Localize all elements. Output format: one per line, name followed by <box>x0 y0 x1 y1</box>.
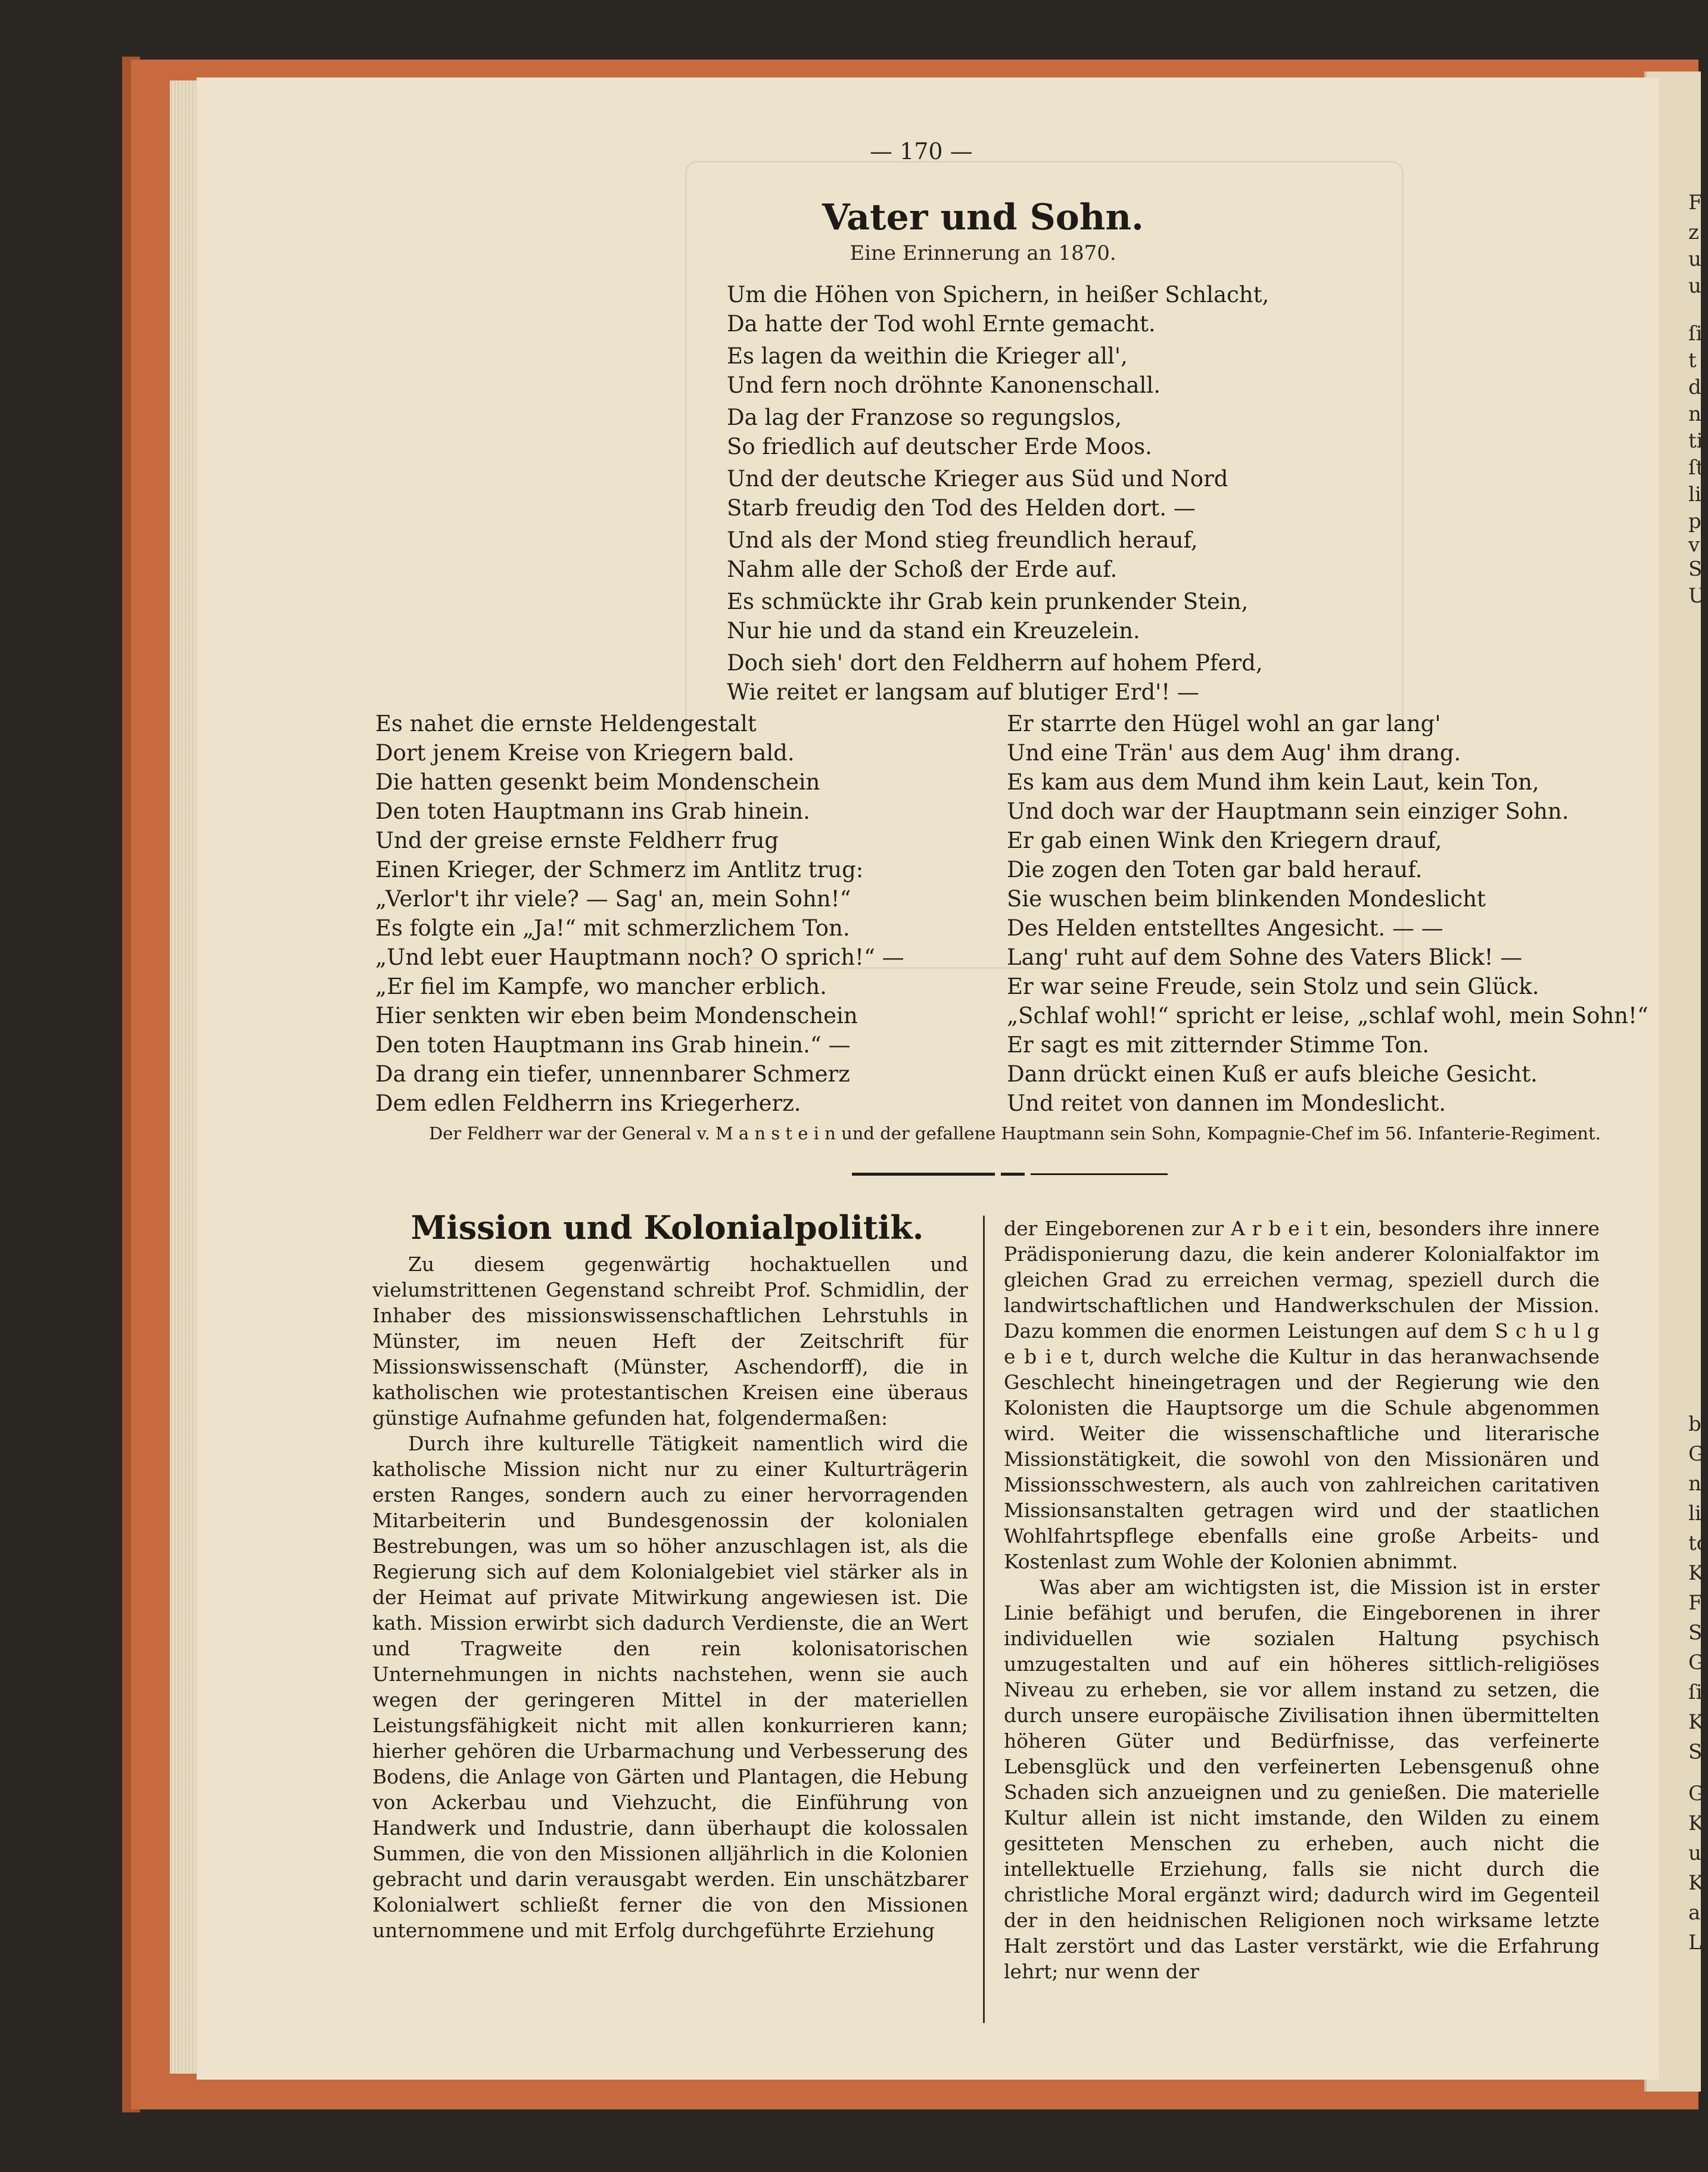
facing-page-fragment: G <box>1688 1782 1705 1806</box>
stanza: Da lag der Franzose so regungslos, So friedlich auf deutscher Erde Moos. <box>727 405 1152 459</box>
facing-page-fragment: d <box>1688 375 1701 399</box>
facing-page-fragment: t <box>1688 349 1697 372</box>
facing-page-fragment: ſi <box>1688 1680 1703 1704</box>
article-paragraph: Zu diesem gegenwärtig hochaktuellen und vielumstrittenen Gegenstand schreibt Prof. Schmidlin, der Inhaber des missionswissenschaftlichen Lehrstuhls in Münster, im neuen Heft der Zeitschrift für Missionswissenschaft (Münster, Aschendorff), die in katholischen wie protestantischen Kreisen eine überaus günstige Aufnahme gefunden hat, folgendermaßen: <box>372 1253 968 1430</box>
article-paragraph: Was aber am wichtigsten ist, die Mission ist in erster Linie befähigt und berufen, die Eingeborenen in ihrer individuellen wie sozialen Haltung psychisch umzugestalten und auf ein höheres sittlich-religiöses Niveau zu erheben, sie vor allem instand zu setzen, die durch unsere europäische Zivilisation ihnen übermittelten höheren Güter und Bedürfnisse, das verfeinerte Lebensglück und den verfeinerten Lebensgenuß ohne Schaden sich anzueignen und zu genießen. Die materielle Kultur allein ist nicht imstande, den Wilden zu einem gesitteten Menschen zu erheben, auch nicht die intellektuelle Erziehung, falls sie nicht durch die christliche Moral ergänzt wird; dadurch wird im Gegenteil der in den heidnischen Religionen noch wirksame letzte Halt zerstört und das Laster verstärkt, wie die Erfahrung lehrt; nur wenn der <box>1004 1576 1600 1983</box>
facing-page-fragment: b <box>1688 1412 1701 1436</box>
facing-page-fragment: K <box>1688 1561 1704 1585</box>
stanza: Und als der Mond stieg freundlich herauf, Nahm alle der Schoß der Erde auf. <box>727 527 1198 582</box>
facing-page-fragment: U <box>1688 584 1706 608</box>
facing-page-fragment: F <box>1688 191 1703 215</box>
poem-footnote: Der Feldherr war der General v. M a n s t e i n und der gefallene Hauptmann sein Sohn, Kompagnie-Chef im 56. Infanterie-Regiment. <box>429 1123 1601 1144</box>
stanza: „Und lebt euer Hauptmann noch? O sprich!“ — „Er fiel im Kampfe, wo mancher erblich. <box>375 944 904 999</box>
facing-page-fragment: tc <box>1688 1531 1708 1555</box>
stanza: Es lagen da weithin die Krieger all', Und fern noch dröhnte Kanonenschall. <box>727 343 1161 398</box>
facing-page-fragment: u <box>1688 1841 1701 1865</box>
facing-page-fragment: ſi <box>1688 322 1703 346</box>
facing-page-fragment: S <box>1688 1621 1703 1645</box>
facing-page-fragment: u <box>1688 274 1701 298</box>
facing-page-fragment: K <box>1688 1710 1704 1734</box>
poem-title: Vater und Sohn. <box>822 197 1144 238</box>
article-paragraph: der Eingeborenen zur A r b e i t ein, besonders ihre innere Prädisponierung dazu, die kein anderer Kolonialfaktor im gleichen Grad zu erreichen vermag, speziell durch die landwirtschaftlichen und Handwerkschulen der Mission. Dazu kommen die enormen Leistungen auf dem S c h u l g e b i e t, durch welche die Kultur in das heranwachsende Geschlecht hineingetragen und der Regierung wie den Kolonisten die Hauptsorge um die Schule abgenommen wird. Weiter die wissenschaftliche und literarische Missionstätigkeit, die sowohl von den Missionären und Missionsschwestern, als auch von zahlreichen caritativen Missionsanstalten getragen wird und der staatlichen Wohlfahrtspflege ebenfalls eine große Arbeits- und Kostenlast zum Wohle der Kolonien abnimmt. <box>1004 1217 1600 1573</box>
facing-page-fragment: a <box>1688 1901 1701 1925</box>
stanza: Es kam aus dem Mund ihm kein Laut, kein Ton, Und doch war der Hauptmann sein einziger Sohn. <box>1007 769 1569 824</box>
article-left-column <box>372 1251 968 1943</box>
facing-page-fragment: li <box>1688 1502 1701 1525</box>
stanza: Und der deutsche Krieger aus Süd und Nord Starb freudig den Tod des Helden dort. — <box>727 466 1228 521</box>
stanza: Da drang ein tiefer, unnennbarer Schmerz Dem edlen Feldherrn ins Kriegerherz. <box>375 1061 850 1116</box>
facing-page-fragment: K <box>1688 1811 1704 1835</box>
stanza: Sie wuschen beim blinkenden Mondeslicht Des Helden entstelltes Angesicht. — — <box>1007 886 1486 941</box>
column-divider <box>983 1216 985 2023</box>
facing-page-fragment: n <box>1688 1472 1701 1496</box>
facing-page-fragment: v <box>1688 533 1700 557</box>
facing-page-fragment: G <box>1688 1442 1705 1466</box>
section-rule <box>1001 1173 1025 1176</box>
facing-page-fragment: ſt <box>1688 456 1704 480</box>
poem-subtitle: Eine Erinnerung an 1870. <box>850 241 1116 265</box>
stanza: Lang' ruht auf dem Sohne des Vaters Blick! — Er war seine Freude, sein Stolz und sein Glück. <box>1007 944 1539 999</box>
article-paragraph: Durch ihre kulturelle Tätigkeit namentlich wird die katholische Mission nicht nur zu einer Kulturträgerin ersten Ranges, sondern auch zu einer hervorragenden Mitarbeiterin und Bundesgenossin der kolonialen Bestrebungen, was um so höher anzuschlagen ist, als die Regierung sich auf dem Kolonialgebiet viel stärker als in der Heimat auf private Mitwirkung angewiesen ist. Die kath. Mission erwirbt sich dadurch Verdienste, die an Wert und Tragweite den rein kolonisatorischen Unternehmungen in nichts nachstehen, wenn sie auch wegen der geringeren Mittel in der materiellen Leistungsfähigkeit nicht mit allen konkurrieren kann; hierher gehören die Urbarmachung und Verbesserung des Bodens, die Anlage von Gärten und Plantagen, die Hebung von Ackerbau und Viehzucht, die Einführung von Handwerk und Industrie, dann überhaupt die kolossalen Summen, die von den Missionen alljährlich in die Kolonien gebracht und darin verausgabt werden. Ein unschätzbarer Kolonialwert schließt ferner die von den Missionen unternommene und mit Erfolg durchgeführte Erziehung <box>372 1432 968 1942</box>
article-title: Mission und Kolonialpolitik. <box>410 1208 924 1247</box>
facing-page-fragment: S <box>1688 1740 1703 1764</box>
stanza: Hier senkten wir eben beim Mondenschein Den toten Hauptmann ins Grab hinein.“ — <box>375 1003 858 1058</box>
facing-page-fragment: li <box>1688 483 1701 507</box>
facing-page-fragment: p <box>1688 509 1701 533</box>
facing-page-fragment: u <box>1688 247 1701 271</box>
stanza: Es nahet die ernste Heldengestalt Dort jenem Kreise von Kriegern bald. <box>375 711 795 766</box>
facing-page-fragment: F <box>1688 1591 1703 1615</box>
stanza: Die hatten gesenkt beim Mondenschein Den toten Hauptmann ins Grab hinein. <box>375 769 820 824</box>
facing-page-fragment: G <box>1688 1651 1705 1674</box>
stanza: Doch sieh' dort den Feldherrn auf hohem Pferd, Wie reitet er langsam auf blutiger Erd'! — <box>727 650 1263 705</box>
facing-page-fragment: S <box>1688 557 1703 581</box>
article-right-column <box>1004 1216 1600 1984</box>
stanza: Er starrte den Hügel wohl an gar lang' Und eine Trän' aus dem Aug' ihm drang. <box>1007 711 1461 766</box>
facing-page-fragment: ti <box>1688 429 1703 453</box>
section-rule <box>1031 1173 1168 1175</box>
stanza: Er gab einen Wink den Kriegern drauf, Die zogen den Toten gar bald herauf. <box>1007 828 1442 883</box>
facing-page-fragment: L <box>1688 1931 1702 1955</box>
facing-page-fragment: K <box>1688 1871 1704 1895</box>
stanza: „Schlaf wohl!“ spricht er leise, „schlaf wohl, mein Sohn!“ Er sagt es mit zitternder Stimme Ton. <box>1007 1003 1648 1058</box>
stanza: Dann drückt einen Kuß er aufs bleiche Gesicht. Und reitet von dannen im Mondeslicht. <box>1007 1061 1538 1116</box>
facing-page-fragment: n <box>1688 402 1701 426</box>
stanza: Und der greise ernste Feldherr frug Einen Krieger, der Schmerz im Antlitz trug: <box>375 828 864 883</box>
stanza: Um die Höhen von Spichern, in heißer Schlacht, Da hatte der Tod wohl Ernte gemacht. <box>727 282 1270 337</box>
section-rule <box>852 1173 995 1176</box>
stanza: Es schmückte ihr Grab kein prunkender Stein, Nur hie und da stand ein Kreuzelein. <box>727 589 1249 644</box>
facing-page-fragment: z <box>1688 220 1699 244</box>
stanza: „Verlor't ihr viele? — Sag' an, mein Sohn!“ Es folgte ein „Ja!“ mit schmerzlichem Ton. <box>375 886 851 941</box>
page-number: — 170 — <box>870 138 973 164</box>
